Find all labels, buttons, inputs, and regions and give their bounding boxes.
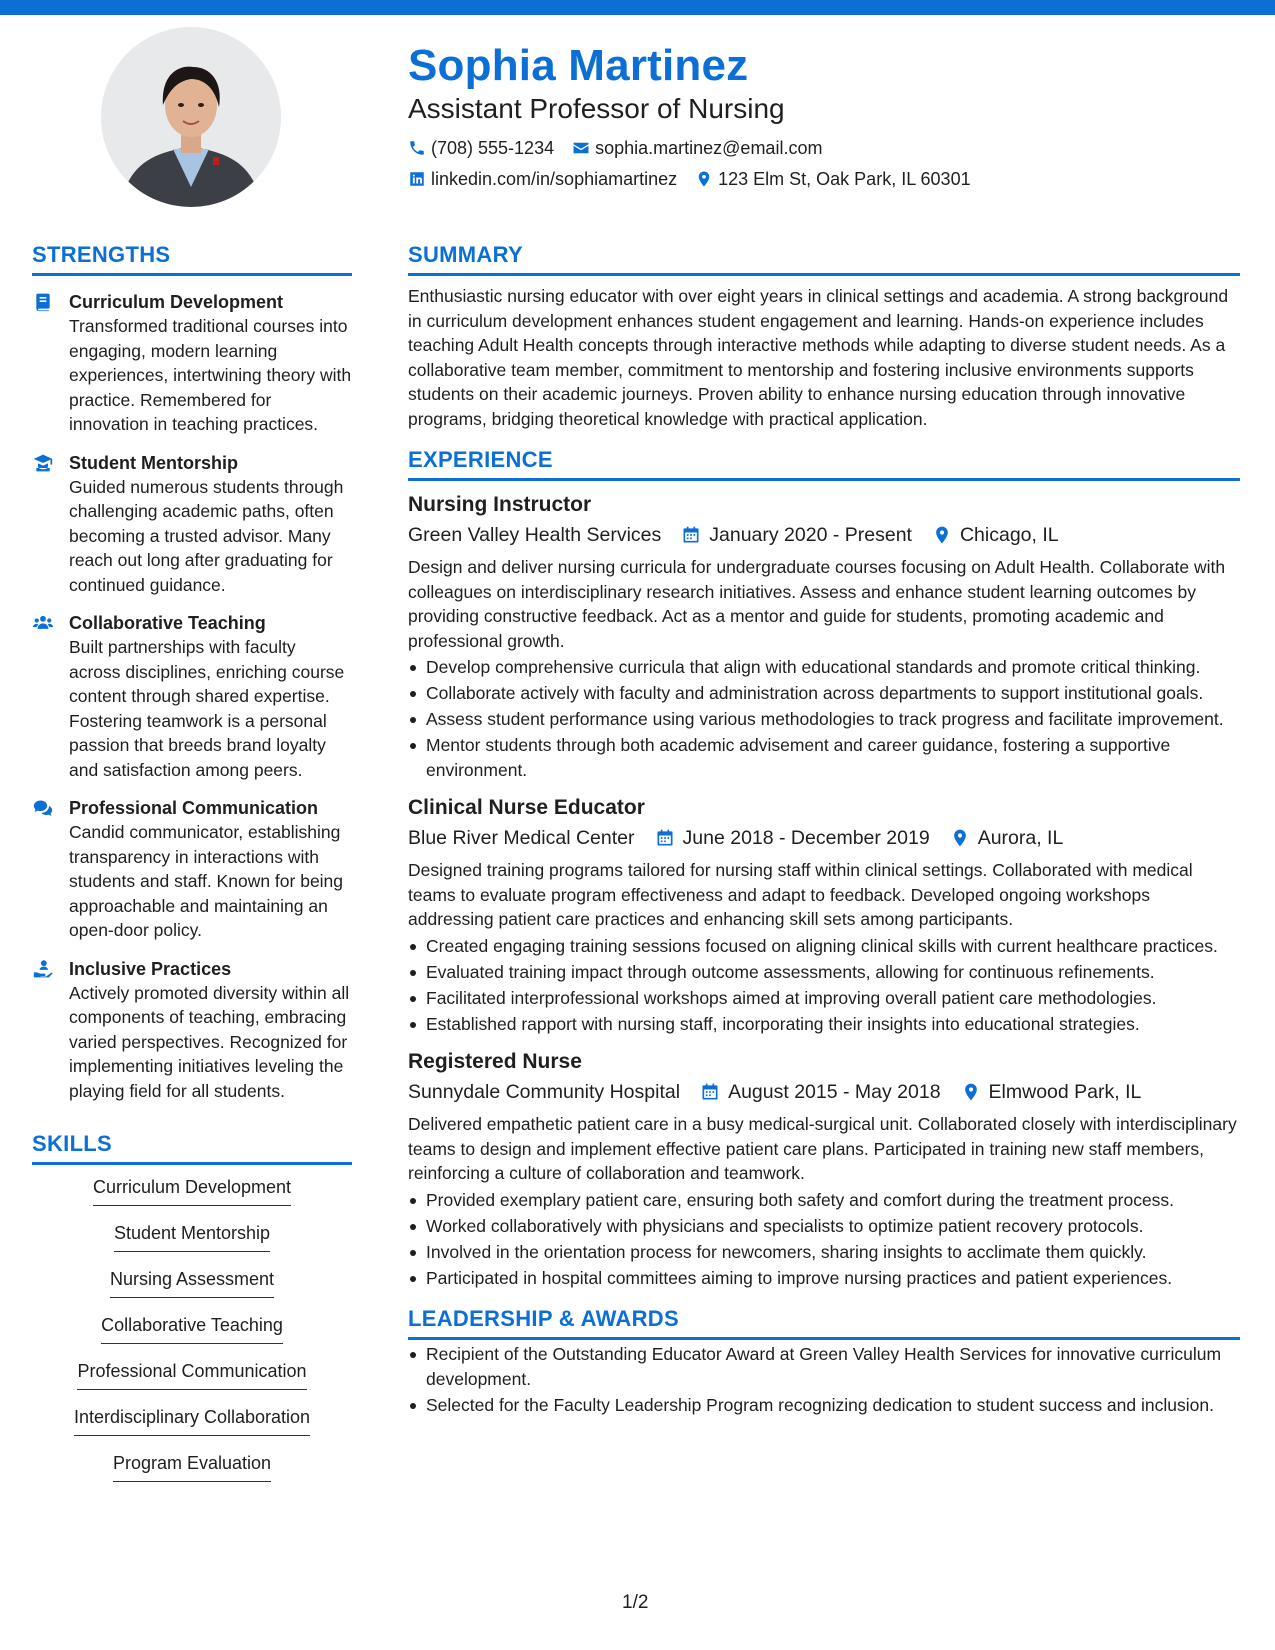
job-location: Elmwood Park, IL xyxy=(988,1081,1142,1103)
summary-text: Enthusiastic nursing educator with over eight years in clinical settings and academia. A strong background in curriculum development enhances student engagement and learning. Hands-on experience includes teaching Adult Health concepts through interactive methods while adapting to diverse student needs. As a collaborative team member, commitment to mentorship and fostering inclusive environments supports students on their academic journeys. Proven ability to enhance nursing education through innovative programs, bridging theoretical knowledge with practical application. xyxy=(408,286,1229,429)
strength-item xyxy=(32,957,352,1104)
job-bullets xyxy=(408,934,1240,1037)
job-company: Sunnydale Community Hospital xyxy=(408,1081,681,1103)
candidate-title: Assistant Professor of Nursing xyxy=(408,93,785,124)
skills-list xyxy=(32,1175,352,1497)
leadership-list xyxy=(408,1342,1240,1417)
map-pin-icon xyxy=(950,828,970,848)
graduate-icon xyxy=(32,453,54,473)
bullet-item: Created engaging training sessions focused on aligning clinical skills with current healthcare practices. xyxy=(408,934,1240,959)
strength-title: Professional Communication xyxy=(69,798,319,818)
bullet-item: Develop comprehensive curricula that align with educational standards and promote critical thinking. xyxy=(408,655,1240,680)
skill-tag: Collaborative Teaching xyxy=(101,1313,283,1344)
job-bullets xyxy=(408,1188,1240,1291)
job-role: Registered Nurse xyxy=(408,1050,582,1073)
top-accent-bar xyxy=(0,0,1275,15)
phone-text: (708) 555-1234 xyxy=(431,138,555,158)
contact-row-1 xyxy=(408,136,1238,160)
address-text: 123 Elm St, Oak Park, IL 60301 xyxy=(718,169,971,189)
bullet-item: Assess student performance using various methodologies to track progress and facilitate improvement. xyxy=(408,707,1240,732)
strength-item xyxy=(32,611,352,782)
experience-entry xyxy=(408,1048,1240,1290)
map-pin-icon xyxy=(961,1082,981,1102)
job-meta xyxy=(408,1078,1240,1106)
strength-description: Candid communicator, establishing transparency in interactions with students and staff. Known for being approachable and maintaining an open-door policy. xyxy=(69,822,344,940)
book-icon xyxy=(32,292,54,312)
calendar-icon xyxy=(681,525,701,545)
users-icon xyxy=(32,613,54,633)
resume-header xyxy=(408,40,1238,191)
job-meta xyxy=(408,521,1240,549)
phone-contact[interactable] xyxy=(408,136,554,160)
award-item: Recipient of the Outstanding Educator Award at Green Valley Health Services for innovative curriculum development. xyxy=(408,1342,1240,1391)
job-description: Designed training programs tailored for nursing staff within clinical settings. Collaborated with medical teams to evaluate program effectiveness and adapt to feedback. Developed ongoing workshops addressing patient care practices and enhancing skill sets among participants. xyxy=(408,860,1193,929)
comments-icon xyxy=(32,798,54,818)
skill-tag: Program Evaluation xyxy=(113,1451,271,1482)
page-number: 1/2 xyxy=(622,1592,649,1613)
skills-heading: SKILLS xyxy=(32,1131,352,1165)
bullet-item: Provided exemplary patient care, ensuring both safety and comfort during the treatment process. xyxy=(408,1188,1240,1213)
job-role: Nursing Instructor xyxy=(408,493,592,516)
job-role: Clinical Nurse Educator xyxy=(408,796,645,819)
left-column xyxy=(32,242,352,1497)
skill-tag: Curriculum Development xyxy=(93,1175,291,1206)
strengths-heading: STRENGTHS xyxy=(32,242,352,276)
summary-heading: SUMMARY xyxy=(408,242,1240,276)
linkedin-contact[interactable] xyxy=(408,167,677,191)
address-contact xyxy=(695,167,970,191)
bullet-item: Worked collaboratively with physicians and specialists to optimize patient recovery protocols. xyxy=(408,1214,1240,1239)
contact-row-2 xyxy=(408,167,1238,191)
linkedin-text: linkedin.com/in/sophiamartinez xyxy=(431,169,678,189)
job-company: Blue River Medical Center xyxy=(408,827,635,849)
linkedin-icon xyxy=(408,170,426,188)
calendar-icon xyxy=(655,828,675,848)
bullet-item: Participated in hospital committees aiming to improve nursing practices and patient experiences. xyxy=(408,1266,1240,1291)
strength-description: Built partnerships with faculty across disciplines, enriching course content through shared expertise. Fostering teamwork is a personal passion that breeds brand loyalty and satisfaction among peers. xyxy=(69,637,345,780)
map-pin-icon xyxy=(932,525,952,545)
bullet-item: Established rapport with nursing staff, incorporating their insights into educational strategies. xyxy=(408,1012,1240,1037)
envelope-icon xyxy=(572,139,590,157)
email-contact[interactable] xyxy=(572,136,822,160)
candidate-name: Sophia Martinez xyxy=(408,41,749,90)
job-dates: August 2015 - May 2018 xyxy=(728,1081,941,1103)
strength-title: Student Mentorship xyxy=(69,452,238,473)
strength-item xyxy=(32,290,352,437)
bullet-item: Evaluated training impact through outcome assessments, allowing for continuous refinements. xyxy=(408,960,1240,985)
strength-description: Actively promoted diversity within all components of teaching, embracing varied perspectives. Recognized for implementing initiatives leveling the playing field for all students. xyxy=(69,982,350,1101)
phone-icon xyxy=(408,139,426,157)
job-dates: January 2020 - Present xyxy=(709,524,912,546)
strength-title: Collaborative Teaching xyxy=(69,613,266,633)
job-company: Green Valley Health Services xyxy=(408,524,662,546)
experience-entry xyxy=(408,491,1240,782)
leadership-heading: LEADERSHIP & AWARDS xyxy=(408,1306,1240,1340)
job-description: Delivered empathetic patient care in a busy medical-surgical unit. Collaborated closely with interdisciplinary teams to design and implement effective patient care plans. Participated in training new staff members, reinforcing a culture of collaboration and teamwork. xyxy=(408,1114,1237,1183)
skill-tag: Student Mentorship xyxy=(114,1221,270,1252)
calendar-icon xyxy=(700,1082,720,1102)
job-bullets xyxy=(408,655,1240,782)
strength-description: Transformed traditional courses into engaging, modern learning experiences, intertwining theory with practice. Remembered for innovation in teaching practices. xyxy=(69,316,352,434)
job-description: Design and deliver nursing curricula for undergraduate courses focusing on Adult Health. Collaborate with colleagues on interdisciplinary research initiatives. Assess and enhance student learning outcomes by providing constructive feedback. Act as a mentor and guide for students, promoting academic and professional growth. xyxy=(408,557,1226,651)
right-column xyxy=(408,242,1240,1419)
skill-tag: Professional Communication xyxy=(77,1359,306,1390)
bullet-item: Facilitated interprofessional workshops aimed at improving overall patient care methodologies. xyxy=(408,986,1240,1011)
email-text: sophia.martinez@email.com xyxy=(595,138,823,158)
bullet-item: Collaborate actively with faculty and administration across departments to support institutional goals. xyxy=(408,681,1240,706)
award-item: Selected for the Faculty Leadership Program recognizing dedication to student success and inclusion. xyxy=(408,1393,1240,1418)
skill-tag: Nursing Assessment xyxy=(110,1267,274,1298)
strength-title: Inclusive Practices xyxy=(69,958,232,979)
bullet-item: Mentor students through both academic advisement and career guidance, fostering a supportive environment. xyxy=(408,733,1240,782)
job-location: Aurora, IL xyxy=(977,827,1064,849)
map-pin-icon xyxy=(695,170,713,188)
job-location: Chicago, IL xyxy=(959,524,1059,546)
strength-item xyxy=(32,451,352,598)
profile-photo xyxy=(101,27,281,207)
experience-heading: EXPERIENCE xyxy=(408,447,1240,481)
skill-tag: Interdisciplinary Collaboration xyxy=(74,1405,310,1436)
strength-title: Curriculum Development xyxy=(69,292,284,312)
experience-entry xyxy=(408,794,1240,1036)
bullet-item: Involved in the orientation process for newcomers, sharing insights to acclimate them quickly. xyxy=(408,1240,1240,1265)
strength-item xyxy=(32,796,352,943)
hand-holding-person-icon xyxy=(32,959,54,979)
strength-description: Guided numerous students through challenging academic paths, often becoming a trusted advisor. Many reach out long after graduating for continued guidance. xyxy=(69,476,344,595)
job-meta xyxy=(408,824,1240,852)
job-dates: June 2018 - December 2019 xyxy=(682,827,930,849)
